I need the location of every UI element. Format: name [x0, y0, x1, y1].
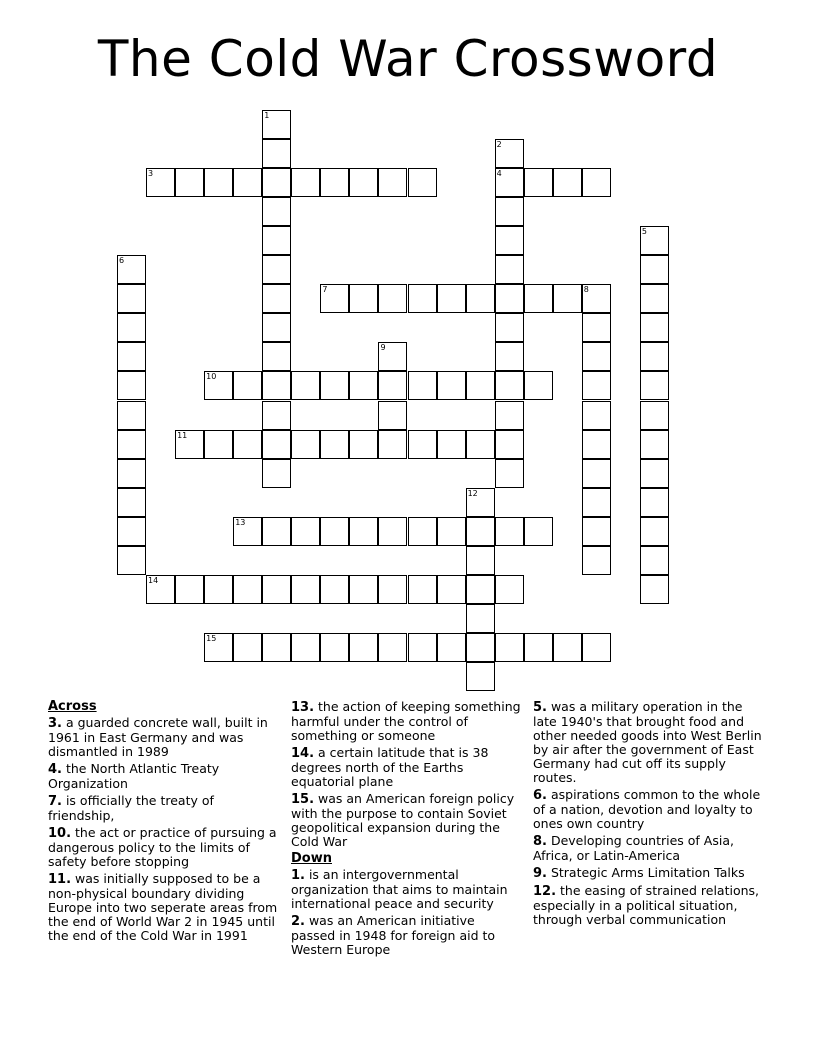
grid-cell[interactable] [495, 371, 524, 400]
grid-cell[interactable] [378, 633, 407, 662]
grid-cell[interactable] [262, 517, 291, 546]
grid-cell[interactable] [408, 371, 437, 400]
grid-cell[interactable] [262, 459, 291, 488]
grid-cell[interactable] [233, 575, 262, 604]
grid-cell[interactable] [378, 284, 407, 313]
grid-cell[interactable] [495, 401, 524, 430]
clue-number: 7. [48, 794, 62, 809]
cell-number: 15 [206, 633, 217, 643]
grid-cell[interactable] [117, 313, 146, 342]
clue-text: is officially the treaty of friendship, [48, 793, 214, 823]
grid-cell[interactable] [320, 517, 349, 546]
clue-number: 6. [533, 788, 547, 803]
grid-cell[interactable] [262, 633, 291, 662]
cell-number: 7 [322, 285, 328, 295]
grid-cell[interactable] [437, 371, 466, 400]
grid-cell[interactable] [495, 430, 524, 459]
grid-cell[interactable] [640, 459, 669, 488]
grid-cell[interactable] [291, 430, 320, 459]
grid-cell[interactable] [582, 633, 611, 662]
grid-cell[interactable] [466, 662, 495, 691]
grid-cell[interactable] [349, 575, 378, 604]
clue [291, 914, 521, 957]
grid-cell[interactable] [524, 633, 553, 662]
grid-cell[interactable] [262, 197, 291, 226]
grid-cell[interactable] [582, 430, 611, 459]
cell-number: 11 [177, 430, 188, 440]
grid-cell[interactable] [117, 371, 146, 400]
grid-cell[interactable] [146, 575, 175, 604]
cell-number: 14 [148, 575, 159, 585]
grid-cell[interactable] [262, 430, 291, 459]
grid-cell[interactable] [437, 633, 466, 662]
grid-cell[interactable] [495, 313, 524, 342]
clue-number: 8. [533, 834, 547, 849]
grid-cell[interactable] [320, 575, 349, 604]
clue-number: 13. [291, 700, 315, 715]
grid-cell[interactable] [466, 546, 495, 575]
grid-cell[interactable] [262, 575, 291, 604]
cell-number: 10 [206, 372, 217, 382]
grid-cell[interactable] [640, 575, 669, 604]
grid-cell[interactable] [495, 197, 524, 226]
cell-number: 1 [264, 111, 270, 120]
clue-number: 12. [533, 884, 557, 899]
cell-number: 3 [148, 169, 154, 179]
cell-number: 8 [583, 285, 589, 295]
grid-cell[interactable] [320, 633, 349, 662]
grid-cell[interactable] [524, 284, 553, 313]
clues-column-3 [533, 700, 769, 930]
clue-number: 5. [533, 700, 547, 715]
grid-cell[interactable] [640, 371, 669, 400]
clue [533, 834, 769, 863]
grid-cell[interactable] [495, 226, 524, 255]
down-header: Down [291, 851, 332, 866]
clue [533, 866, 769, 881]
grid-cell[interactable] [117, 401, 146, 430]
grid-cell[interactable] [495, 168, 524, 197]
grid-cell[interactable] [408, 517, 437, 546]
grid-cell[interactable] [640, 401, 669, 430]
clue-text: Strategic Arms Limitation Talks [546, 865, 745, 880]
grid-cell[interactable] [582, 313, 611, 342]
grid-cell[interactable] [320, 371, 349, 400]
grid-cell[interactable] [117, 255, 146, 284]
grid-cell[interactable] [233, 633, 262, 662]
grid-cell[interactable] [640, 342, 669, 371]
grid-cell[interactable] [495, 284, 524, 313]
clue [48, 716, 284, 759]
grid-cell[interactable] [466, 284, 495, 313]
clue-text: a certain latitude that is 38 degrees north of the Earths equatorial plane [291, 745, 489, 789]
cell-number: 9 [380, 343, 386, 353]
clue [291, 746, 521, 789]
grid-cell[interactable] [262, 313, 291, 342]
grid-cell[interactable] [233, 430, 262, 459]
clue [48, 762, 284, 791]
cell-number: 6 [119, 256, 125, 266]
grid-cell[interactable] [262, 401, 291, 430]
grid-cell[interactable] [640, 517, 669, 546]
grid-cell[interactable] [117, 342, 146, 371]
grid-cell[interactable] [495, 517, 524, 546]
grid-cell[interactable] [495, 633, 524, 662]
grid-cell[interactable] [291, 371, 320, 400]
grid-cell[interactable] [495, 459, 524, 488]
clue-text: a guarded concrete wall, built in 1961 in East Germany and was dismantled in 1989 [48, 715, 268, 759]
grid-cell[interactable] [640, 313, 669, 342]
grid-cell[interactable] [233, 168, 262, 197]
clue [291, 792, 521, 849]
clue-text: Developing countries of Asia, Africa, or Latin-America [533, 833, 734, 863]
clue-text: aspirations common to the whole of a nation, devotion and loyalty to ones own country [533, 787, 761, 831]
clue [533, 788, 769, 831]
grid-cell[interactable] [262, 168, 291, 197]
grid-cell[interactable] [378, 342, 407, 371]
grid-cell[interactable] [408, 633, 437, 662]
grid-cell[interactable] [408, 284, 437, 313]
grid-cell[interactable] [262, 284, 291, 313]
grid-cell[interactable] [349, 430, 378, 459]
grid-cell[interactable] [437, 575, 466, 604]
grid-cell[interactable] [378, 168, 407, 197]
grid-cell[interactable] [640, 226, 669, 255]
grid-cell[interactable] [582, 371, 611, 400]
grid-cell[interactable] [437, 517, 466, 546]
grid-cell[interactable] [146, 168, 175, 197]
grid-cell[interactable] [466, 371, 495, 400]
grid-cell[interactable] [378, 430, 407, 459]
grid-cell[interactable] [495, 139, 524, 168]
grid-cell[interactable] [582, 459, 611, 488]
grid-cell[interactable] [262, 139, 291, 168]
grid-cell[interactable] [524, 517, 553, 546]
grid-cell[interactable] [291, 633, 320, 662]
grid-cell[interactable] [495, 575, 524, 604]
grid-cell[interactable] [553, 168, 582, 197]
grid-cell[interactable] [466, 430, 495, 459]
clue-number: 4. [48, 762, 62, 777]
grid-cell[interactable] [117, 430, 146, 459]
grid-cell[interactable] [437, 430, 466, 459]
grid-cell[interactable] [204, 168, 233, 197]
clue-number: 14. [291, 746, 315, 761]
grid-cell[interactable] [408, 430, 437, 459]
clue-text: the act or practice of pursuing a dangerous policy to the limits of safety before stopping [48, 825, 277, 869]
grid-cell[interactable] [349, 633, 378, 662]
grid-cell[interactable] [349, 371, 378, 400]
clue-number: 3. [48, 716, 62, 731]
clue-text: was initially supposed to be a non-physical boundary dividing Europe into two seperate areas from the end of World War 2 in 1945 until the end of the Cold War in 1991 [48, 871, 278, 943]
grid-cell[interactable] [262, 371, 291, 400]
grid-cell[interactable] [262, 110, 291, 139]
grid-cell[interactable] [175, 575, 204, 604]
clue-text: the easing of strained relations, especially in a political situation, through verbal communication [533, 883, 760, 927]
grid-cell[interactable] [495, 342, 524, 371]
grid-cell[interactable] [378, 371, 407, 400]
grid-cell[interactable] [378, 575, 407, 604]
grid-cell[interactable] [582, 488, 611, 517]
grid-cell[interactable] [320, 430, 349, 459]
grid-cell[interactable] [320, 168, 349, 197]
clue-number: 9. [533, 866, 547, 881]
grid-cell[interactable] [524, 371, 553, 400]
grid-cell[interactable] [553, 284, 582, 313]
clue-number: 11. [48, 872, 72, 887]
grid-cell[interactable] [466, 604, 495, 633]
grid-cell[interactable] [582, 342, 611, 371]
grid-cell[interactable] [582, 284, 611, 313]
grid-cell[interactable] [378, 517, 407, 546]
clues-column-1 [48, 700, 284, 946]
grid-cell[interactable] [117, 517, 146, 546]
clue [48, 826, 284, 869]
grid-cell[interactable] [524, 168, 553, 197]
cell-number: 12 [467, 488, 478, 498]
grid-cell[interactable] [640, 430, 669, 459]
cell-number: 2 [496, 140, 502, 150]
clue-text: was an American initiative passed in 1948 for foreign aid to Western Europe [291, 913, 496, 957]
clue [533, 884, 769, 927]
grid-cell[interactable] [582, 517, 611, 546]
grid-cell[interactable] [582, 401, 611, 430]
page-title: The Cold War Crossword [97, 30, 719, 88]
grid-cell[interactable] [408, 575, 437, 604]
grid-cell[interactable] [466, 517, 495, 546]
grid-cell[interactable] [495, 255, 524, 284]
clue-number: 2. [291, 914, 305, 929]
grid-cell[interactable] [466, 633, 495, 662]
clue-text: was an American foreign policy with the purpose to contain Soviet geopolitical expansion during the Cold War [291, 791, 515, 849]
grid-cell[interactable] [582, 546, 611, 575]
grid-cell[interactable] [408, 168, 437, 197]
grid-cell[interactable] [262, 342, 291, 371]
clue-number: 15. [291, 792, 315, 807]
clue [291, 868, 521, 911]
grid-cell[interactable] [175, 168, 204, 197]
grid-cell[interactable] [640, 255, 669, 284]
grid-cell[interactable] [291, 575, 320, 604]
clue-text: is an intergovernmental organization that aims to maintain international peace and security [291, 867, 508, 911]
cell-number: 5 [641, 227, 647, 237]
grid-cell[interactable] [437, 284, 466, 313]
cell-number: 4 [496, 169, 502, 179]
grid-cell[interactable] [204, 371, 233, 400]
grid-cell[interactable] [117, 546, 146, 575]
grid-cell[interactable] [349, 517, 378, 546]
grid-cell[interactable] [117, 459, 146, 488]
grid-cell[interactable] [204, 633, 233, 662]
grid-cell[interactable] [291, 517, 320, 546]
grid-cell[interactable] [466, 575, 495, 604]
clue-text: was a military operation in the late 1940's that brought food and other needed goods into West Berlin by air after the government of East Germany had cut off its supply routes. [533, 699, 762, 785]
grid-cell[interactable] [640, 488, 669, 517]
grid-cell[interactable] [233, 371, 262, 400]
clue-text: the North Atlantic Treaty Organization [48, 761, 220, 791]
cell-number: 13 [235, 517, 246, 527]
clue [48, 872, 284, 943]
grid-cell[interactable] [204, 430, 233, 459]
grid-cell[interactable] [117, 488, 146, 517]
grid-cell[interactable] [175, 430, 204, 459]
clue-number: 1. [291, 868, 305, 883]
clue [48, 794, 284, 823]
grid-cell[interactable] [262, 226, 291, 255]
across-header: Across [48, 699, 97, 714]
grid-cell[interactable] [553, 633, 582, 662]
grid-cell[interactable] [378, 401, 407, 430]
grid-cell[interactable] [466, 488, 495, 517]
clue [533, 700, 769, 785]
grid-cell[interactable] [117, 284, 146, 313]
clue-text: the action of keeping something harmful under the control of something or someone [291, 699, 521, 743]
grid-cell[interactable] [262, 255, 291, 284]
grid-cell[interactable] [582, 168, 611, 197]
grid-cell[interactable] [640, 284, 669, 313]
grid-cell[interactable] [349, 168, 378, 197]
grid-cell[interactable] [204, 575, 233, 604]
grid-cell[interactable] [640, 546, 669, 575]
clues-column-2 [291, 700, 521, 960]
grid-cell[interactable] [233, 517, 262, 546]
grid-cell[interactable] [349, 284, 378, 313]
clue-number: 10. [48, 826, 72, 841]
grid-cell[interactable] [291, 168, 320, 197]
clue [291, 700, 521, 743]
grid-cell[interactable] [320, 284, 349, 313]
